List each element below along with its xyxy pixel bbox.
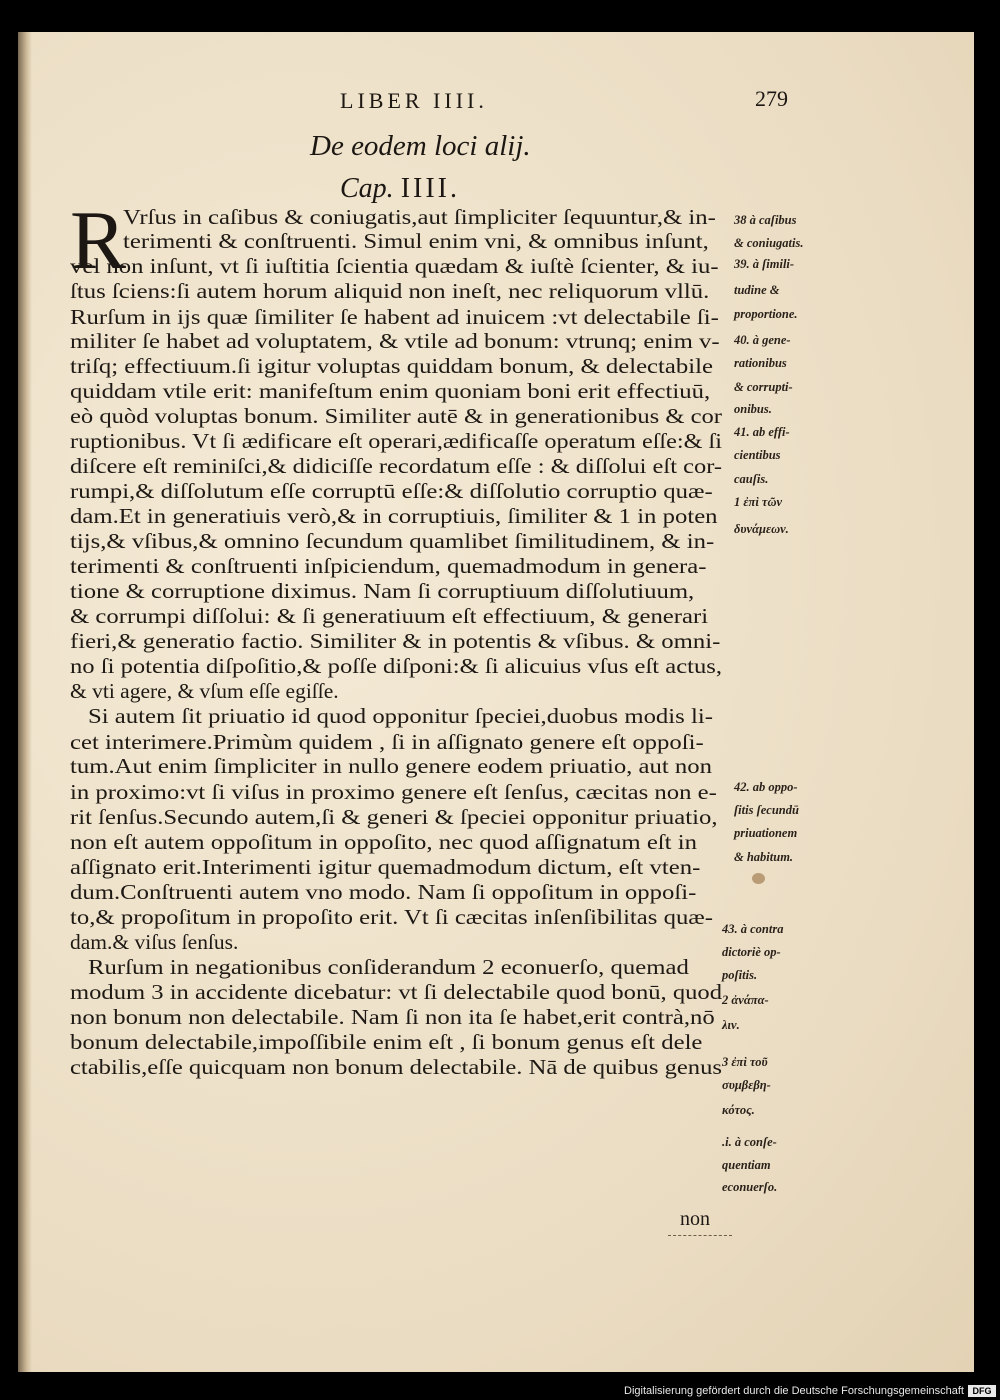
margin-note: 41. ab effi- [734, 425, 790, 439]
drop-capital: R [70, 194, 127, 287]
text-line: to,& propoſitum in propoſito erit. Vt ſi cæcitas inſenſibilitas quæ- [70, 905, 714, 929]
footer-credit: Digitalisierung gefördert durch die Deutsche Forschungsgemeinschaft [624, 1385, 964, 1397]
text-line: vel non inſunt, vt ſi iuſtitia ſcientia quædam & iuſtè ſcienter, & iu- [70, 254, 719, 278]
margin-note: λιν. [722, 1018, 740, 1032]
margin-note: onibus. [734, 402, 772, 416]
text-line: dam.Et in generatiuis verò,& in corruptiuis, ſimiliter & 1 in poten [70, 504, 718, 528]
text-line: ctabilis,eſſe quicquam non bonum delectabile. Nā de quibus genus [70, 1055, 723, 1079]
margin-note: 38 à caſibus [734, 213, 797, 227]
text-line: Vrſus in caſibus & coniugatis,aut ſimpliciter ſequuntur,& in- [123, 205, 716, 229]
dfg-logo: DFG [968, 1385, 996, 1397]
margin-note: & coniugatis. [734, 236, 804, 250]
margin-note: quentiam [722, 1158, 771, 1172]
text-line: militer ſe habet ad voluptatem, & vtile ad bonum: vtrunq; enim v- [70, 329, 720, 353]
text-line: ruptionibus. Vt ſi ædificare eſt operari,ædificaſſe operatum eſſe:& ſi [70, 429, 723, 453]
text-line: tum.Aut enim ſimpliciter in nullo genere eodem priuatio, aut non [70, 754, 713, 778]
text-line: fieri,& generatio factio. Similiter & in potentis & vſibus. & omni- [70, 629, 721, 653]
running-header [340, 88, 488, 114]
margin-note: 2 ἀνάπα- [722, 993, 769, 1007]
catchword-rule [668, 1235, 732, 1236]
text-line: triſq; effectiuum.ſi igitur voluptas quiddam bonum, & delectabile [70, 354, 713, 378]
chapter-label: Cap. [340, 173, 394, 204]
text-line: modum 3 in accidente dicebatur: vt ſi delectabile quod bonū, quod [70, 980, 722, 1004]
margin-note: & habitum. [734, 850, 794, 864]
margin-note: cauſis. [734, 472, 769, 486]
text-line: ſtus ſciens:ſi autem horum aliquid non ineſt, nec reliquorum vllū. [70, 279, 710, 303]
margin-note: 3 ἐπὶ τοῦ [722, 1055, 768, 1069]
folio-number: 279 [755, 86, 788, 111]
text-line: bonum delectabile,impoſſibile enim eſt , ſi bonum genus eſt dele [70, 1030, 703, 1054]
footer-bar [0, 1380, 1000, 1400]
text-line: diſcere eſt reminiſci,& didiciſſe recordatum eſſe : & diſſolui eſt cor- [70, 454, 722, 478]
margin-note: 40. à gene- [734, 333, 791, 347]
text-line: & vti agere, & vſum eſſe egiſſe. [70, 679, 339, 703]
text-line: rit ſenſus.Secundo autem,ſi & generi & ſpeciei opponitur priuatio, [70, 805, 718, 829]
text-line: aſſignato erit.Interimenti igitur quemadmodum dictum, eſt vten- [70, 855, 701, 879]
text-line: cet interimere.Primùm quidem , ſi in aſſignato genere eſt oppoſi- [70, 730, 704, 754]
margin-note: .i. à conſe- [722, 1135, 777, 1149]
margin-note: 39. à ſimili- [734, 257, 795, 271]
text-line: dam.& viſus ſenſus. [70, 930, 239, 954]
margin-note: rationibus [734, 356, 787, 370]
chapter-heading [340, 173, 460, 205]
text-line: tione & corruptione diximus. Nam ſi corruptiuum diſſolutiuum, [70, 579, 695, 603]
margin-note: συμβεβη- [722, 1078, 771, 1092]
text-line: terimenti & conſtruenti. Simul enim vni, & omnibus inſunt, [123, 229, 709, 253]
margin-note: ſitis ſecundū [734, 803, 799, 817]
text-line: Si autem ſit priuatio id quod opponitur ſpeciei,duobus modis li- [88, 704, 713, 728]
text-line: & corrumpi diſſolui: & ſi generatiuum eſt effectiuum, & generari [70, 604, 709, 628]
margin-note: tudine & [734, 283, 780, 297]
text-line: non bonum non delectabile. Nam ſi non ita ſe habet,erit contrà,nō [70, 1005, 715, 1029]
text-line: terimenti & conſtruenti inſpiciendum, quemadmodum in genera- [70, 554, 707, 578]
text-line: rumpi,& diſſolutum eſſe corruptū eſſe:& diſſolutio corruptio quæ- [70, 479, 713, 503]
margin-note: 42. ab oppo- [734, 780, 798, 794]
margin-note: econuerſo. [722, 1180, 778, 1194]
margin-note: cientibus [734, 448, 781, 462]
text-line: eò quòd voluptas bonum. Similiter autē & in generationibus & cor [70, 404, 722, 428]
text-line: quiddam vtile erit: manifeſtum enim quoniam boni erit effectiuū, [70, 379, 711, 403]
text-line: tijs,& vſibus,& omnino ſecundum quamlibet ſimilitudinem, & in- [70, 529, 715, 553]
text-line: dum.Conſtruenti autem vno modo. Nam ſi oppoſitum in oppoſi- [70, 880, 697, 904]
text-line: in proximo:vt ſi viſus in proximo genere eſt ſenſus, cæcitas non e- [70, 780, 717, 804]
margin-note: 43. à contra [722, 922, 784, 936]
text-line: Rurſum in ijs quæ ſimiliter ſe habent ad inuicem :vt delectabile ſi- [70, 305, 719, 329]
text-line: no ſi potentia diſpoſitio,& poſſe diſponi:& ſi alicuius vſus eſt actus, [70, 654, 722, 678]
text-line: Rurſum in negationibus conſiderandum 2 econuerſo, quemad [88, 955, 689, 979]
running-title: LIBER IIII. [340, 88, 488, 113]
margin-note: & corrupti- [734, 380, 793, 394]
chapter-number: IIII. [400, 173, 460, 204]
section-title: De eodem loci alij. [310, 130, 531, 162]
page-gutter-shadow [18, 32, 32, 1372]
margin-note: priuationem [734, 826, 798, 840]
margin-note: 1 ἐπὶ τῶν [734, 495, 783, 509]
catchword: non [680, 1208, 710, 1230]
ink-stain [752, 873, 765, 884]
text-line: non eſt autem oppoſitum in oppoſito, nec quod aſſignatum eſt in [70, 830, 697, 854]
margin-note: proportione. [734, 307, 798, 321]
margin-note: poſitis. [722, 968, 758, 982]
margin-note: κότος. [722, 1103, 755, 1117]
margin-note: dictoriè op- [722, 945, 781, 959]
margin-note: δυνάμεων. [734, 522, 789, 536]
